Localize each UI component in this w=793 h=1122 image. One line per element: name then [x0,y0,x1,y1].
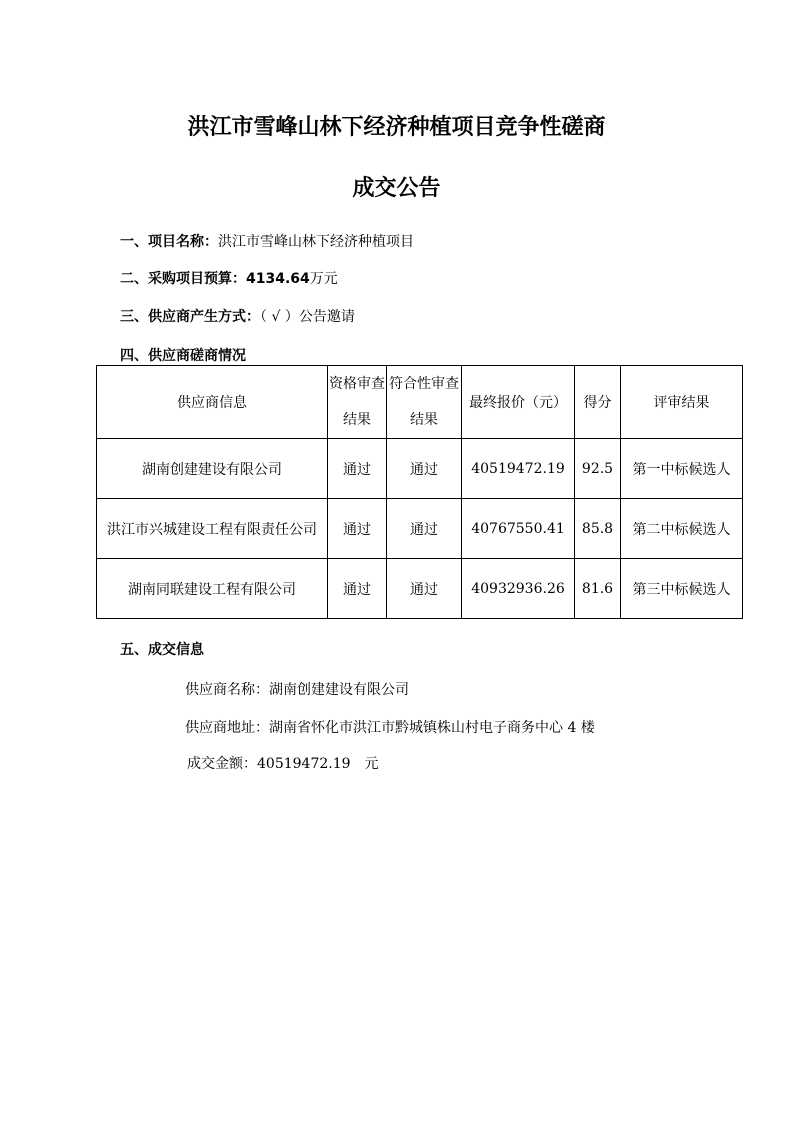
cell-price: 40932936.26 [462,559,575,619]
cell-result: 第二中标候选人 [621,499,743,559]
title-line-2: 成交公告 [352,176,441,201]
cell-score: 92.5 [575,439,621,499]
cell-score: 81.6 [575,559,621,619]
title-line-1: 洪江市雪峰山林下经济种植项目竞争性磋商 [187,115,606,140]
cell-qualification: 通过 [328,439,387,499]
header-result: 评审结果 [621,366,743,439]
deal-supplier: 供应商名称：湖南创建建设有限公司 [185,682,409,698]
cell-compliance: 通过 [387,559,462,619]
supplier-method-value: （ √ ）公告邀请 [260,309,355,325]
negotiation-heading [120,345,246,365]
cell-supplier: 湖南创建建设有限公司 [97,439,328,499]
supplier-method-line [120,306,355,326]
cell-supplier: 洪江市兴城建设工程有限责任公司 [97,499,328,559]
project-name-label: 一、项目名称： [120,234,218,250]
deal-amount: 成交金额：40519472.19 元 [187,756,379,772]
budget-label: 二、采购项目预算：4134.64 [120,271,310,287]
cell-result: 第一中标候选人 [621,439,743,499]
budget-line [120,268,338,288]
supplier-method-label: 三、供应商产生方式： [120,309,260,325]
table-header-row [97,366,743,439]
header-supplier-info: 供应商信息 [97,366,328,439]
table-row [97,559,743,619]
cell-score: 85.8 [575,499,621,559]
cell-price: 40767550.41 [462,499,575,559]
cell-qualification: 通过 [328,559,387,619]
supplier-table [96,365,743,619]
deal-address: 供应商地址：湖南省怀化市洪江市黔城镇株山村电子商务中心 4 楼 [185,720,595,736]
cell-qualification: 通过 [328,499,387,559]
cell-supplier: 湖南同联建设工程有限公司 [97,559,328,619]
project-name-value: 洪江市雪峰山林下经济种植项目 [218,234,414,250]
project-name-line [120,231,414,251]
table-row [97,439,743,499]
table-row [97,499,743,559]
negotiation-heading-label: 四、供应商磋商情况 [120,348,246,364]
cell-result: 第三中标候选人 [621,559,743,619]
cell-compliance: 通过 [387,439,462,499]
header-qualification: 资格审查结果 [328,366,387,439]
header-final-price: 最终报价（元） [462,366,575,439]
header-score: 得分 [575,366,621,439]
budget-unit: 万元 [309,271,338,287]
header-compliance: 符合性审查结果 [387,366,462,439]
deal-info-heading-label: 五、成交信息 [120,642,204,658]
deal-info-heading [120,639,204,659]
cell-price: 40519472.19 [462,439,575,499]
cell-compliance: 通过 [387,499,462,559]
